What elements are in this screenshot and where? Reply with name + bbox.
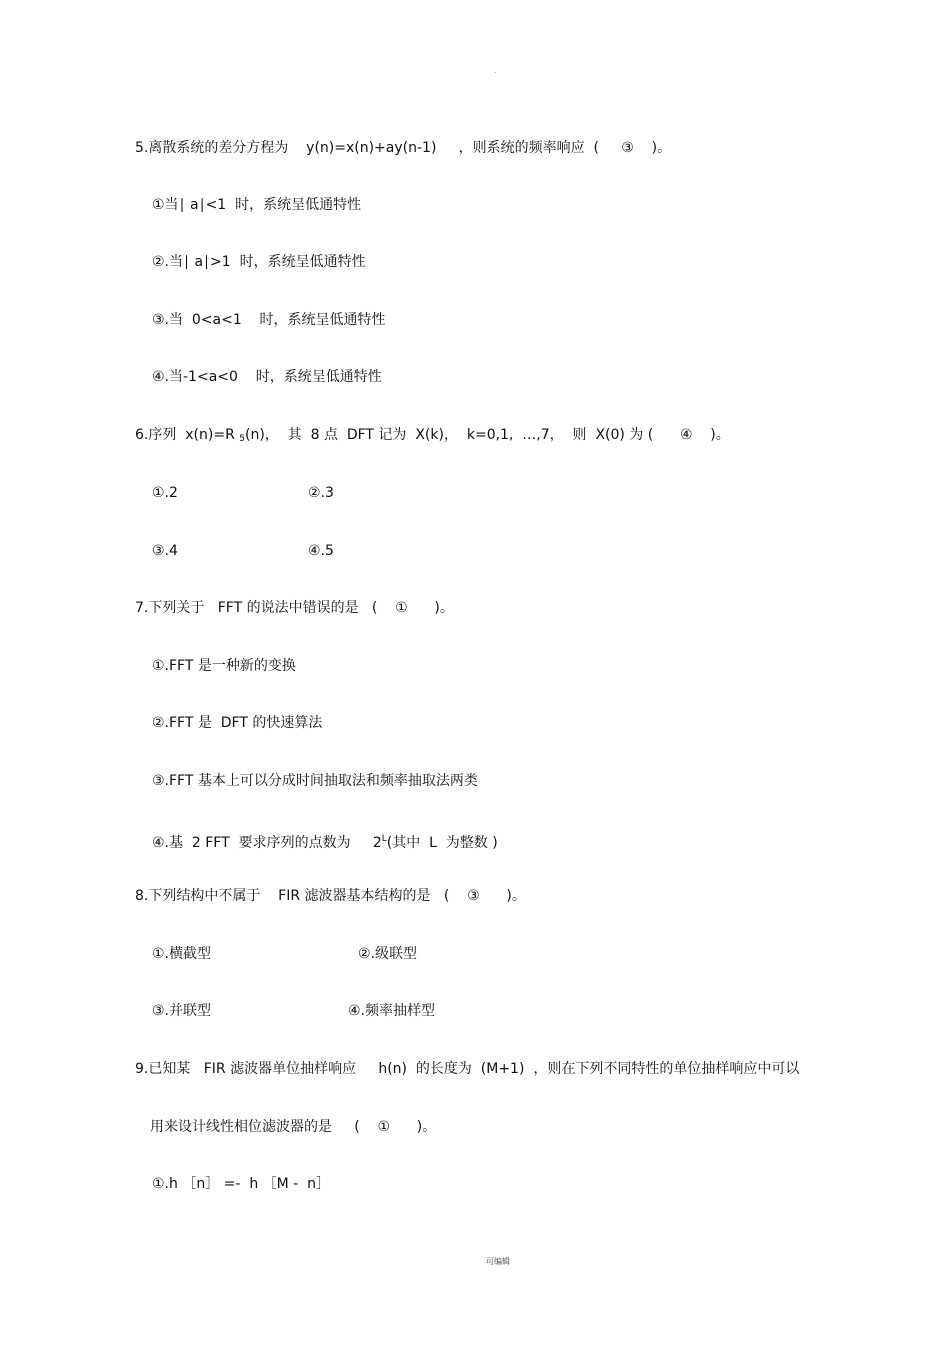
question-8-option-1: ①.横截型 <box>152 946 212 962</box>
question-6-stem <box>135 425 730 449</box>
question-7-option-4 <box>152 829 498 853</box>
question-9-stem-line-1: 9.已知某 FIR 滤波器单位抽样响应 h(n) 的长度为 (M+1) ，则在下列不同特性的单位抽样响应中可以 <box>135 1061 800 1077</box>
question-7-option-1: ①.FFT 是一种新的变换 <box>152 658 296 674</box>
question-6-stem-post: (n)， 其 8 点 DFT 记为 X(k)， k=0,1, …,7， 则 X(0) 为 ( ④ )。 <box>244 427 730 443</box>
question-5-option-1: ①当∣ a∣<1 时，系统呈低通特性 <box>152 197 362 213</box>
question-8-option-3: ③.并联型 <box>152 1003 212 1019</box>
question-9-stem-line-2: 用来设计线性相位滤波器的是 ( ① )。 <box>150 1119 437 1135</box>
question-7-option-4-superscript: L <box>381 834 387 844</box>
question-6-stem-pre: 6.序列 x(n)=R <box>135 427 240 443</box>
question-6-option-4: ④.5 <box>308 543 334 559</box>
question-8-stem: 8.下列结构中不属于 FIR 滤波器基本结构的是 ( ③ )。 <box>135 888 526 904</box>
question-7-option-4-pre: ④.基 2 FFT 要求序列的点数为 2 <box>152 835 382 851</box>
question-5-stem: 5.离散系统的差分方程为 y(n)=x(n)+ay(n-1) ，则系统的频率响应 ( ③ )。 <box>135 140 672 156</box>
question-5-option-3: ③.当 0<a<1 时，系统呈低通特性 <box>152 312 386 328</box>
question-6-option-1: ①.2 <box>152 485 178 501</box>
question-8-option-4: ④.频率抽样型 <box>348 1003 436 1019</box>
question-7-option-4-post: (其中 L 为整数 ) <box>386 835 498 851</box>
question-5-option-2: ②.当∣ a∣>1 时，系统呈低通特性 <box>152 254 366 270</box>
footer-editable-label: 可编辑 <box>486 1257 510 1266</box>
header-dot: . <box>494 66 497 75</box>
question-5-option-4: ④.当-1<a<0 时，系统呈低通特性 <box>152 369 382 385</box>
question-6-option-3: ③.4 <box>152 543 178 559</box>
question-9-option-1: ①.h ［n］ =- h ［M - n］ <box>152 1176 331 1192</box>
question-6-stem-subscript: 5 <box>239 434 245 444</box>
question-7-option-3: ③.FFT 基本上可以分成时间抽取法和频率抽取法两类 <box>152 773 478 789</box>
question-7-option-2: ②.FFT 是 DFT 的快速算法 <box>152 715 323 731</box>
question-6-option-2: ②.3 <box>308 485 334 501</box>
question-7-stem: 7.下列关于 FFT 的说法中错误的是 ( ① )。 <box>135 600 454 616</box>
question-8-option-2: ②.级联型 <box>358 946 418 962</box>
